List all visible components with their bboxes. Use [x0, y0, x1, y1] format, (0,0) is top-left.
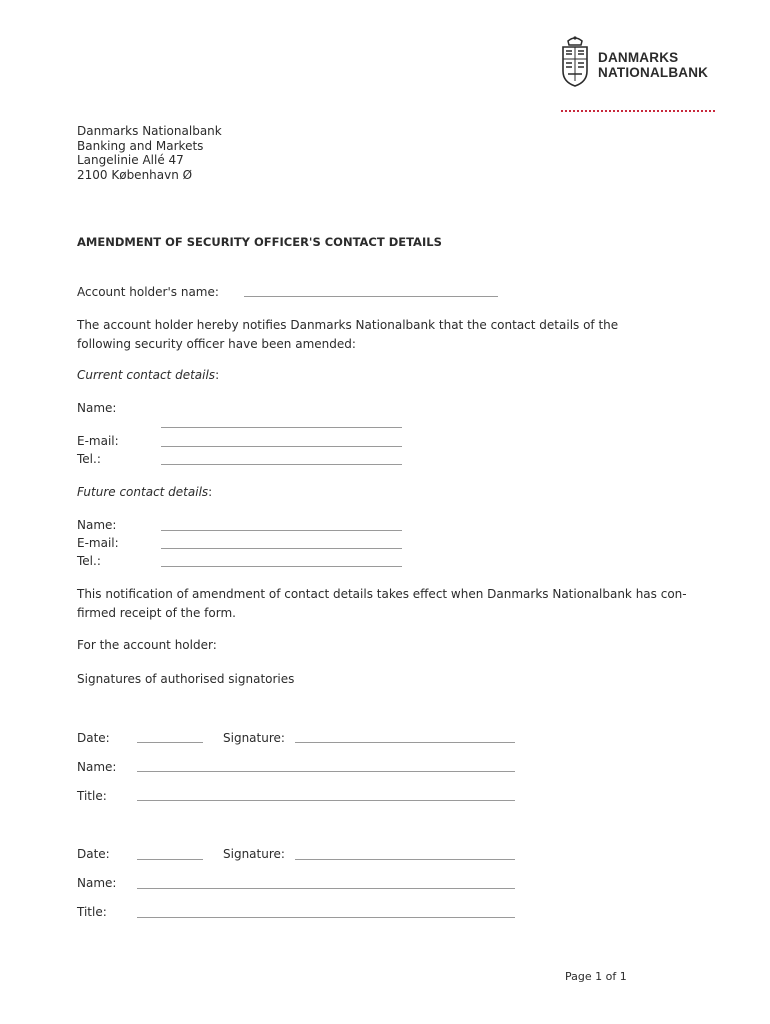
sig1-date-label: Date: — [77, 731, 110, 745]
current-email-label: E-mail: — [77, 434, 119, 448]
sig2-signature-label: Signature: — [223, 847, 285, 861]
sig1-signature-field[interactable] — [295, 742, 515, 743]
sig2-signature-field[interactable] — [295, 859, 515, 860]
address-line-1: Danmarks Nationalbank — [77, 124, 222, 138]
sig1-signature-label: Signature: — [223, 731, 285, 745]
current-email-field[interactable] — [161, 446, 402, 447]
header-accent-rule — [561, 110, 715, 112]
account-holder-field[interactable] — [244, 296, 498, 297]
address-line-2: Banking and Markets — [77, 138, 204, 153]
recipient-address — [77, 124, 222, 182]
sig1-date-field[interactable] — [137, 742, 203, 743]
effect-line-2: firmed receipt of the form. — [77, 606, 236, 620]
current-details-colon: : — [215, 368, 220, 382]
sig2-date-field[interactable] — [137, 859, 203, 860]
current-tel-field[interactable] — [161, 464, 402, 465]
document-title: AMENDMENT OF SECURITY OFFICER'S CONTACT DETAILS — [77, 235, 442, 249]
sig2-title-label: Title: — [77, 905, 107, 919]
future-tel-label: Tel.: — [77, 554, 101, 568]
intro-line-1: The account holder hereby notifies Danmarks Nationalbank that the contact details of the — [77, 318, 619, 332]
account-holder-label: Account holder's name: — [77, 285, 219, 299]
sig1-name-label: Name: — [77, 760, 117, 774]
sig2-name-label: Name: — [77, 876, 117, 890]
crest-icon — [559, 35, 591, 87]
future-name-label: Name: — [77, 518, 117, 532]
current-name-label: Name: — [77, 401, 117, 415]
effect-paragraph — [77, 585, 717, 623]
sig1-title-label: Title: — [77, 789, 107, 803]
current-details-heading — [77, 368, 219, 382]
address-line-4: 2100 København Ø — [77, 167, 193, 182]
current-details-heading-text: Current contact details — [77, 368, 216, 382]
future-tel-field[interactable] — [161, 566, 402, 567]
sig1-title-field[interactable] — [137, 800, 515, 801]
page-number: Page 1 of 1 — [565, 970, 627, 983]
for-account-holder: For the account holder: — [77, 638, 217, 652]
sig2-title-field[interactable] — [137, 917, 515, 918]
future-email-field[interactable] — [161, 548, 402, 549]
future-email-label: E-mail: — [77, 536, 119, 550]
signatures-heading: Signatures of authorised signatories — [77, 672, 295, 686]
address-line-3: Langelinie Allé 47 — [77, 153, 184, 167]
future-details-heading — [77, 485, 212, 499]
logo-line-1: DANMARKS — [598, 50, 679, 65]
current-tel-label: Tel.: — [77, 452, 101, 466]
current-name-field[interactable] — [161, 427, 402, 428]
future-name-field[interactable] — [161, 530, 402, 531]
future-details-heading-text: Future contact details — [77, 485, 209, 499]
logo-line-2: NATIONALBANK — [598, 65, 709, 80]
future-details-colon: : — [208, 485, 213, 499]
intro-line-2: following security officer have been amended: — [77, 337, 356, 351]
bank-logo-wordmark — [598, 50, 708, 80]
sig1-name-field[interactable] — [137, 771, 515, 772]
sig2-name-field[interactable] — [137, 888, 515, 889]
sig2-date-label: Date: — [77, 847, 110, 861]
effect-line-1: This notification of amendment of contact details takes effect when Danmarks Nationalbank has con- — [77, 587, 687, 601]
intro-paragraph — [77, 316, 717, 354]
